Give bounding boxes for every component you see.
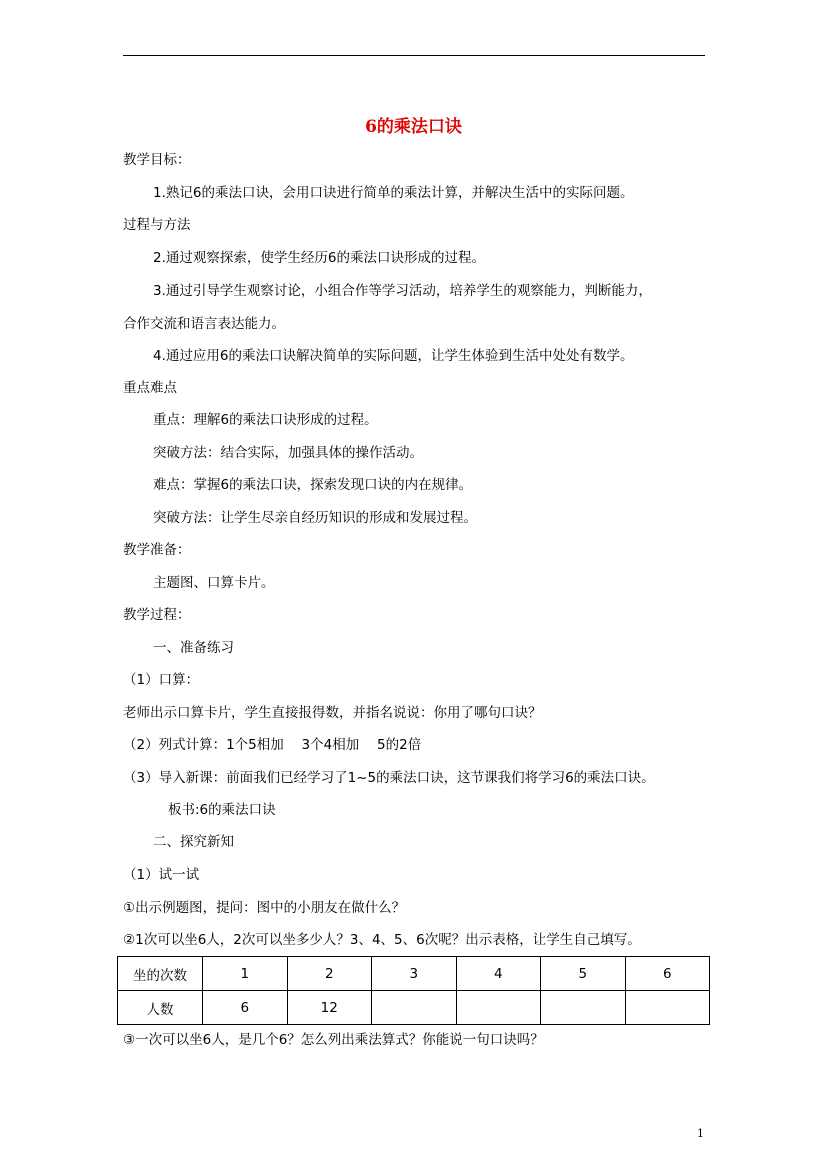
section-1-heading: 一、准备练习 <box>153 640 234 656</box>
difficult-point-method: 突破方法：让学生尽亲自经历知识的形成和发展过程。 <box>153 510 477 526</box>
table-cell <box>541 991 626 1025</box>
step-1-oral: （1）口算： <box>123 672 200 688</box>
table-cell: 人数 <box>118 991 203 1025</box>
difficult-point: 难点：掌握6的乘法口诀，探索发现口诀的内在规律。 <box>153 477 473 493</box>
table-cell: 6 <box>203 991 288 1025</box>
table-cell: 6 <box>625 957 710 991</box>
header-rule <box>123 55 705 56</box>
table-cell: 12 <box>287 991 372 1025</box>
table-cell: 1 <box>203 957 288 991</box>
goal-3: 3.通过引导学生观察讨论，小组合作等学习活动，培养学生的观察能力，判断能力， <box>153 283 652 299</box>
heading-process-method: 过程与方法 <box>123 217 191 233</box>
preparation-items: 主题图、口算卡片。 <box>153 575 275 591</box>
table-row <box>118 957 710 991</box>
item-1: ①出示例题图，提问：图中的小朋友在做什么？ <box>123 900 406 916</box>
step-2-calculation: （2）列式计算：1个5相加 3个4相加 5的2倍 <box>123 737 422 753</box>
table-cell: 3 <box>372 957 457 991</box>
key-point: 重点：理解6的乘法口诀形成的过程。 <box>153 412 378 428</box>
page-number: 1 <box>697 1127 704 1140</box>
item-2: ②1次可以坐6人，2次可以坐多少人？3、4、5、6次呢？出示表格，让学生自己填写。 <box>123 932 641 948</box>
step-3-intro: （3）导入新课：前面我们已经学习了1~5的乘法口诀，这节课我们将学习6的乘法口诀。 <box>123 770 655 786</box>
key-point-method: 突破方法：结合实际，加强具体的操作活动。 <box>153 445 423 461</box>
table-cell: 坐的次数 <box>118 957 203 991</box>
table-cell <box>625 991 710 1025</box>
table-cell <box>372 991 457 1025</box>
try-it-heading: （1）试一试 <box>123 867 200 883</box>
goal-2: 2.通过观察探索，使学生经历6的乘法口诀形成的过程。 <box>153 250 485 266</box>
step-1-description: 老师出示口算卡片，学生直接报得数，并指名说说：你用了哪句口诀？ <box>123 705 542 721</box>
section-2-heading: 二、探究新知 <box>153 834 234 850</box>
blackboard-note: 板书:6的乘法口诀 <box>168 802 276 818</box>
table-cell <box>456 991 541 1025</box>
ride-count-table <box>117 956 710 1025</box>
document-title: 6的乘法口诀 <box>365 117 462 137</box>
heading-teaching-process: 教学过程： <box>123 607 191 623</box>
table-cell: 2 <box>287 957 372 991</box>
goal-4: 4.通过应用6的乘法口诀解决简单的实际问题，让学生体验到生活中处处有数学。 <box>153 348 634 364</box>
goal-3-continued: 合作交流和语言表达能力。 <box>123 316 285 332</box>
table-cell: 4 <box>456 957 541 991</box>
heading-teaching-goals: 教学目标： <box>123 152 191 168</box>
table-row <box>118 991 710 1025</box>
table-cell: 5 <box>541 957 626 991</box>
item-3: ③一次可以坐6人，是几个6？怎么列出乘法算式？你能说一句口诀吗？ <box>123 1032 544 1048</box>
heading-key-points: 重点难点 <box>123 380 177 396</box>
heading-preparation: 教学准备： <box>123 542 191 558</box>
goal-1: 1.熟记6的乘法口诀，会用口诀进行简单的乘法计算，并解决生活中的实际问题。 <box>153 185 634 201</box>
